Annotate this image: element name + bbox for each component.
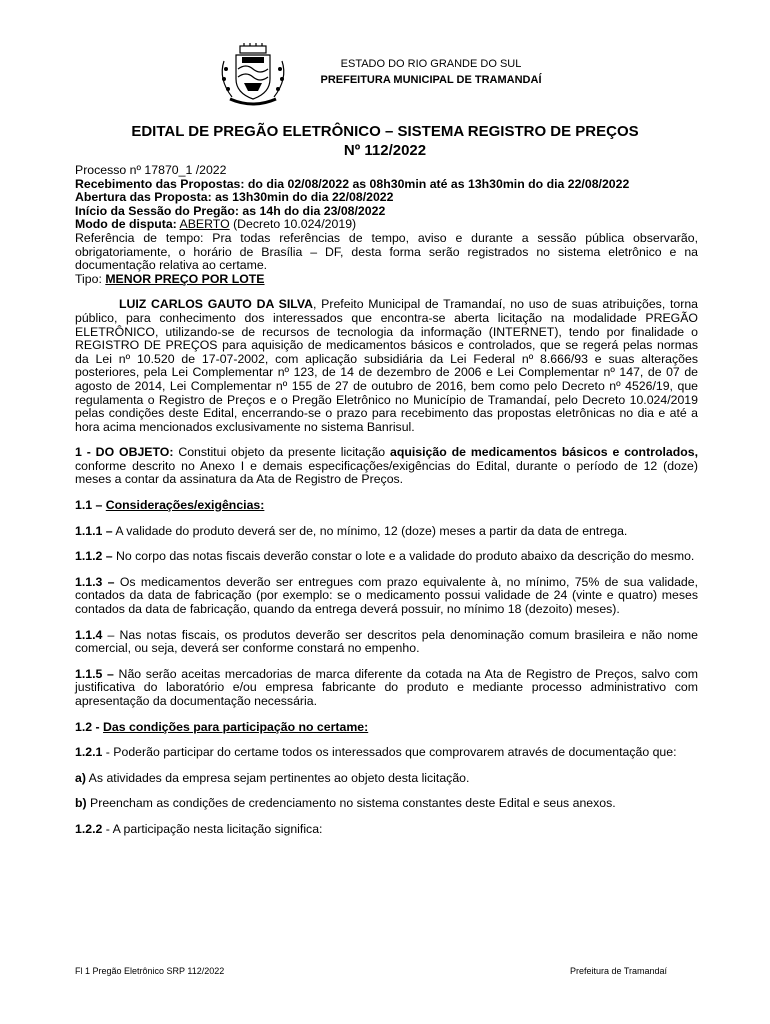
item-1-2-2-text: - A participação nesta licitação significa: [102, 821, 323, 836]
footer-prefeitura: Prefeitura de Tramandaí [570, 966, 668, 976]
header-state: ESTADO DO RIO GRANDE DO SUL [340, 58, 522, 70]
abertura-line: Abertura das Proposta: as 13h30min do dia 22/08/2022 [75, 190, 394, 205]
item-1-1-1 [75, 525, 698, 539]
item-1-1-4 [75, 629, 698, 656]
section-1-1-heading [75, 499, 698, 513]
item-1-2-1-num: 1.2.1 [75, 745, 103, 760]
inicio-line: Início da Sessão do Pregão: as 14h do dia 23/08/2022 [75, 203, 386, 218]
objeto-text-2: conforme descrito no Anexo I e demais especificações/exigências do Edital, durante o período de 12 (doze) meses a contar da assinatura da Ata de Registro de Preços. [75, 458, 698, 487]
tipo-line [75, 273, 698, 287]
document-title [60, 122, 710, 160]
item-1-1-5 [75, 668, 698, 709]
footer-page-info: Fl 1 Pregão Eletrônico SRP 112/2022 [75, 966, 225, 976]
item-b-num: b) [75, 796, 87, 811]
item-1-2-1-text: - Poderão participar do certame todos os interessados que comprovarem através de documentação que: [102, 745, 677, 760]
item-1-1-1-num: 1.1.1 – [75, 523, 113, 538]
section-1-1-num: 1.1 – [75, 498, 103, 513]
referencia-paragraph: Referência de tempo: Pra todas referências de tempo, aviso e durante a sessão pública observarão, obrigatoriamente, o horário de Brasília – DF, desta forma serão registrados no sistema eletrônico e na documentação relativa ao certame. [75, 230, 698, 273]
tipo-value: MENOR PREÇO POR LOTE [105, 271, 265, 286]
item-a [75, 772, 698, 786]
section-1-2-title: Das condições para participação no certame: [103, 719, 369, 734]
item-1-1-2-text: No corpo das notas fiscais deverão constar o lote e a validade do produto abaixo da descrição do mesmo. [112, 549, 695, 564]
item-b-text: Preencham as condições de credenciamento no sistema constantes deste Edital e seus anexos. [86, 796, 616, 811]
prefeito-name: LUIZ CARLOS GAUTO DA SILVA [119, 297, 314, 312]
modo-label: Modo de disputa: [75, 217, 177, 232]
modo-decreto: (Decreto 10.024/2019) [233, 217, 357, 232]
title-line-1: EDITAL DE PREGÃO ELETRÔNICO – SISTEMA REGISTRO DE PREÇOS [131, 123, 639, 140]
section-1-1-title: Considerações/exigências: [105, 498, 265, 513]
item-b [75, 797, 698, 811]
header-prefeitura: PREFEITURA MUNICIPAL DE TRAMANDAÍ [320, 74, 542, 86]
item-1-2-1 [75, 746, 698, 760]
tipo-label: Tipo: [75, 271, 102, 286]
item-1-2-2-num: 1.2.2 [75, 821, 103, 836]
processo-line: Processo nº 17870_1 /2022 [75, 163, 227, 177]
municipal-crest-icon [214, 43, 292, 107]
document-body [75, 164, 698, 837]
intro-paragraph [75, 298, 698, 434]
item-1-1-2 [75, 550, 698, 564]
item-1-1-3 [75, 576, 698, 617]
modo-value: ABERTO [179, 217, 230, 232]
intro-text: , Prefeito Municipal de Tramandaí, no uso de suas atribuições, torna público, para conhecimento dos interessados que encontra-se aberta licitação na modalidade PREGÃO ELETRÔNICO, utilizando-se de recursos de tecnologia da informação (INTERNET), tendo por finalidade o REGISTRO DE PREÇOS para aquisição de medicamentos básicos e controlados, que se regerá pelas normas da Lei nº 10.520 de 17-07-2002, com aplicação subsidiária da Lei Federal nº 8.666/93 e suas alterações posteriores, pela Lei Complementar nº 123, de 14 de dezembro de 2006 e Lei Complementar nº 147, de 07 de agosto de 2014, Lei Complementar nº 155 de 27 de outubro de 2016, bem como pelo Decreto nº 4526/19, que regulamenta o Registro de Preços e o Pregão Eletrônico no Município de Tramandaí, pelo Decreto 10.024/2019 pelas condições deste Edital, encerrando-se o prazo para recebimento das propostas eletrônicas no dia e até a hora acima mencionados exclusivamente no sistema Banrisul. [75, 297, 698, 434]
item-1-1-5-text: Não serão aceitas mercadorias de marca diferente da cotada na Ata de Registro de Preços, salvo com justificativa do laboratório e/ou empresa fabricante do produto e mediante processo administrativo com apresentação da documentação necessária. [75, 666, 698, 708]
item-1-1-3-text: Os medicamentos deverão ser entregues com prazo equivalente à, no mínimo, 75% de sua validade, contados da data de fabricação (por exemplo: se o medicamento possui validade de 24 (vinte e quatro) meses contados da data de fabricação, quando da entrega deverá possuir, no mínimo 18 (dezoito) meses). [75, 574, 698, 617]
section-1-2-heading [75, 721, 698, 735]
modo-line [75, 218, 698, 232]
item-1-1-4-text: – Nas notas fiscais, os produtos deverão ser descritos pela denominação comum brasileira e não nome comercial, ou seja, deverá ser conforme constará no empenho. [75, 627, 698, 656]
section-1-2-num: 1.2 - [75, 719, 100, 734]
item-1-2-2 [75, 823, 698, 837]
objeto-label: 1 - DO OBJETO: [75, 445, 174, 460]
item-1-1-3-num: 1.1.3 – [75, 574, 115, 589]
item-a-num: a) [75, 770, 86, 785]
title-line-2: Nº 112/2022 [343, 142, 427, 159]
item-1-1-2-num: 1.1.2 – [75, 549, 113, 564]
item-a-text: As atividades da empresa sejam pertinentes ao objeto desta licitação. [85, 770, 470, 785]
item-1-1-1-text: A validade do produto deverá ser de, no mínimo, 12 (doze) meses a partir da data de entrega. [112, 523, 628, 538]
page-header [0, 40, 770, 110]
objeto-paragraph [75, 446, 698, 487]
recebimento-line: Recebimento das Propostas: do dia 02/08/2022 as 08h30min até as 13h30min do dia 22/08/2022 [75, 176, 630, 191]
objeto-text-1: Constitui objeto da presente licitação [173, 445, 391, 460]
item-1-1-4-num: 1.1.4 [75, 627, 103, 642]
objeto-bold: aquisição de medicamentos básicos e controlados, [390, 445, 698, 460]
item-1-1-5-num: 1.1.5 – [75, 666, 114, 681]
